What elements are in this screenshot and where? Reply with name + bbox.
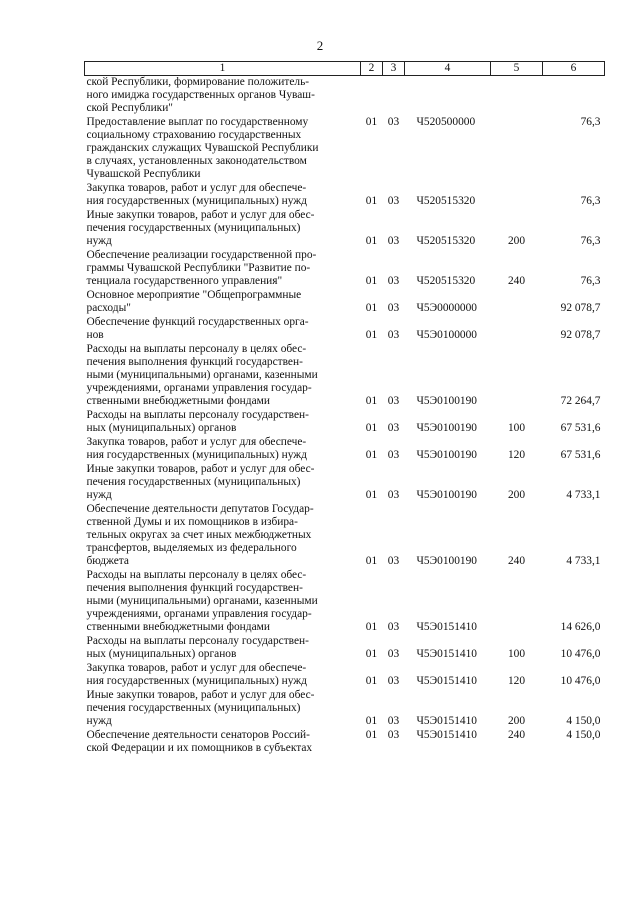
description-line: печения выполнения функций государствен- [86,582,303,594]
description-line: учреждениями, органами управления государ- [86,608,312,620]
description-line: в случаях, установленных законодательством [86,155,307,167]
section-code: 01 [365,275,378,287]
target-article-code: Ч520515320 [416,275,476,287]
description-line: Обеспечение деятельности депутатов Государ- [86,503,314,515]
description-line: Обеспечение реализации государственной про- [86,249,317,261]
row-description [85,689,361,729]
expense-type-code [491,316,543,343]
table-row [85,289,605,316]
row-description [85,343,361,409]
expense-type-code: 240 [507,729,526,741]
row-description [85,503,361,569]
expense-type-code: 120 [507,675,526,687]
target-article-code: Ч5Э0151410 [416,715,477,727]
expense-type-code [491,76,543,117]
table-row [85,343,605,409]
expense-type-code [491,343,543,409]
description-line: Закупка товаров, работ и услуг для обеспече- [86,436,307,448]
section-code: 01 [365,715,378,727]
description-line: Расходы на выплаты персоналу государствен- [86,635,309,647]
section-code: 01 [365,329,378,341]
target-article-code: Ч5Э0100190 [416,395,477,407]
section-code: 01 [365,302,378,314]
row-description [85,76,361,117]
row-description [85,729,361,756]
expense-type-code [491,569,543,635]
description-line: ственной Думы и их помощников в избира- [86,516,298,528]
target-article-code: Ч5Э0151410 [416,648,477,660]
description-line: нужд [86,235,112,247]
description-line: ственными внебюджетными фондами [86,621,270,633]
description-line: печения государственных (муниципальных) [86,476,301,488]
amount-value: 92 078,7 [560,329,601,341]
description-line: Иные закупки товаров, работ и услуг для обес- [86,689,315,701]
target-article-code: Ч5Э0151410 [416,675,477,687]
amount-value: 10 476,0 [560,648,601,660]
budget-table [84,61,605,756]
subsection-code: 03 [387,648,400,660]
subsection-code: 03 [387,275,400,287]
target-article-code: Ч5Э0100190 [416,449,477,461]
table-row [85,249,605,289]
column-header: 2 [361,62,383,76]
column-header: 5 [491,62,543,76]
amount-value: 4 733,1 [566,489,601,501]
expense-type-code: 240 [507,275,526,287]
subsection-code: 03 [387,675,400,687]
amount-value: 10 476,0 [560,675,601,687]
target-article-code: Ч5Э0000000 [416,302,477,314]
description-line: Расходы на выплаты персоналу государствен- [86,409,309,421]
description-line: ской Федерации и их помощников в субъектах [86,742,313,754]
row-description [85,569,361,635]
table-row [85,635,605,662]
amount-value: 4 150,0 [566,715,601,727]
subsection-code: 03 [387,489,400,501]
expense-type-code: 200 [507,235,526,247]
target-article-code: Ч5Э0100190 [416,422,477,434]
description-line: трансфертов, выделяемых из федерального [86,542,297,554]
row-description [85,182,361,209]
column-header: 3 [383,62,405,76]
row-description [85,249,361,289]
amount-value: 76,3 [580,275,601,287]
description-line: бюджета [86,555,129,567]
amount-value [543,76,605,117]
table-body [85,76,605,757]
subsection-code: 03 [387,302,400,314]
row-description [85,289,361,316]
table-row [85,689,605,729]
expense-type-code [491,289,543,316]
table-row [85,209,605,249]
description-line: нужд [86,489,112,501]
subsection-code [383,76,405,117]
description-line: Предоставление выплат по государственному [86,116,309,128]
target-article-code [405,76,491,117]
description-line: Расходы на выплаты персоналу в целях обес- [86,343,307,355]
expense-type-code: 200 [507,715,526,727]
amount-value: 4 150,0 [566,729,601,741]
section-code: 01 [365,675,378,687]
target-article-code: Ч5Э0100190 [416,555,477,567]
target-article-code: Ч520515320 [416,235,476,247]
amount-value: 67 531,6 [560,422,601,434]
expense-type-code: 240 [507,555,526,567]
target-article-code: Ч5Э0100190 [416,489,477,501]
description-line: Закупка товаров, работ и услуг для обеспече- [86,182,307,194]
subsection-code: 03 [387,422,400,434]
subsection-code: 03 [387,449,400,461]
section-code [361,76,383,117]
page-number: 2 [316,38,324,53]
table-row [85,569,605,635]
description-line: печения государственных (муниципальных) [86,702,301,714]
description-line: ской Республики" [86,102,173,114]
table-header-row [85,62,605,76]
target-article-code: Ч5Э0151410 [416,621,477,633]
description-line: социальному страхованию государственных [86,129,302,141]
section-code: 01 [365,729,378,741]
row-description [85,662,361,689]
target-article-code: Ч5Э0151410 [416,729,477,741]
description-line: Обеспечение деятельности сенаторов Россий- [86,729,310,741]
row-description [85,316,361,343]
subsection-code: 03 [387,621,400,633]
section-code: 01 [365,449,378,461]
description-line: ными (муниципальными) органами, казенными [86,595,318,607]
amount-value: 76,3 [580,235,601,247]
section-code: 01 [365,116,378,128]
subsection-code: 03 [387,715,400,727]
section-code: 01 [365,555,378,567]
description-line: граммы Чувашской Республики "Развитие по- [86,262,311,274]
subsection-code: 03 [387,395,400,407]
section-code: 01 [365,235,378,247]
table-row [85,76,605,117]
description-line: ской Республики, формирование положитель- [86,76,310,88]
expense-type-code [491,182,543,209]
description-line: Чувашской Республики [86,168,201,180]
subsection-code: 03 [387,116,400,128]
expense-type-code: 100 [507,648,526,660]
target-article-code: Ч520515320 [416,195,476,207]
amount-value: 4 733,1 [566,555,601,567]
description-line: гражданских служащих Чувашской Республики [86,142,319,154]
description-line: печения государственных (муниципальных) [86,222,301,234]
description-line: тельных округах за счет иных межбюджетных [86,529,312,541]
column-header: 1 [85,62,361,76]
row-description [85,409,361,436]
row-description [85,209,361,249]
row-description [85,116,361,182]
expense-type-code: 200 [507,489,526,501]
description-line: ственными внебюджетными фондами [86,395,270,407]
description-line: ных (муниципальных) органов [86,422,237,434]
expense-type-code [491,116,543,182]
table-row [85,463,605,503]
subsection-code: 03 [387,195,400,207]
section-code: 01 [365,648,378,660]
row-description [85,635,361,662]
description-line: Обеспечение функций государственных орга- [86,316,309,328]
expense-type-code: 100 [507,422,526,434]
amount-value: 14 626,0 [560,621,601,633]
description-line: Расходы на выплаты персоналу в целях обес- [86,569,307,581]
table-row [85,729,605,756]
section-code: 01 [365,422,378,434]
description-line: Иные закупки товаров, работ и услуг для обес- [86,463,315,475]
description-line: Иные закупки товаров, работ и услуг для обес- [86,209,315,221]
subsection-code: 03 [387,729,400,741]
table-row [85,436,605,463]
description-line: ния государственных (муниципальных) нужд [86,195,307,207]
subsection-code: 03 [387,329,400,341]
expense-type-code: 120 [507,449,526,461]
target-article-code: Ч5Э0100000 [416,329,477,341]
section-code: 01 [365,395,378,407]
column-header: 6 [543,62,605,76]
description-line: Основное мероприятие "Общепрограммные [86,289,302,301]
amount-value: 76,3 [580,195,601,207]
row-description [85,436,361,463]
table-row [85,116,605,182]
subsection-code: 03 [387,555,400,567]
subsection-code: 03 [387,235,400,247]
description-line: нов [86,329,104,341]
table-row [85,503,605,569]
description-line: тенциала государственного управления" [86,275,283,287]
description-line: ных (муниципальных) органов [86,648,237,660]
section-code: 01 [365,489,378,501]
description-line: печения выполнения функций государствен- [86,356,303,368]
description-line: ния государственных (муниципальных) нужд [86,675,307,687]
description-line: учреждениями, органами управления государ- [86,382,312,394]
amount-value: 92 078,7 [560,302,601,314]
description-line: ными (муниципальными) органами, казенными [86,369,318,381]
section-code: 01 [365,621,378,633]
target-article-code: Ч520500000 [416,116,476,128]
description-line: ного имиджа государственных органов Чуваш- [86,89,315,101]
amount-value: 72 264,7 [560,395,601,407]
description-line: расходы" [86,302,131,314]
section-code: 01 [365,195,378,207]
row-description [85,463,361,503]
description-line: Закупка товаров, работ и услуг для обеспече- [86,662,307,674]
table-row [85,182,605,209]
description-line: нужд [86,715,112,727]
table-row [85,316,605,343]
table-row [85,409,605,436]
description-line: ния государственных (муниципальных) нужд [86,449,307,461]
column-header: 4 [405,62,491,76]
table-row [85,662,605,689]
amount-value: 76,3 [580,116,601,128]
amount-value: 67 531,6 [560,449,601,461]
